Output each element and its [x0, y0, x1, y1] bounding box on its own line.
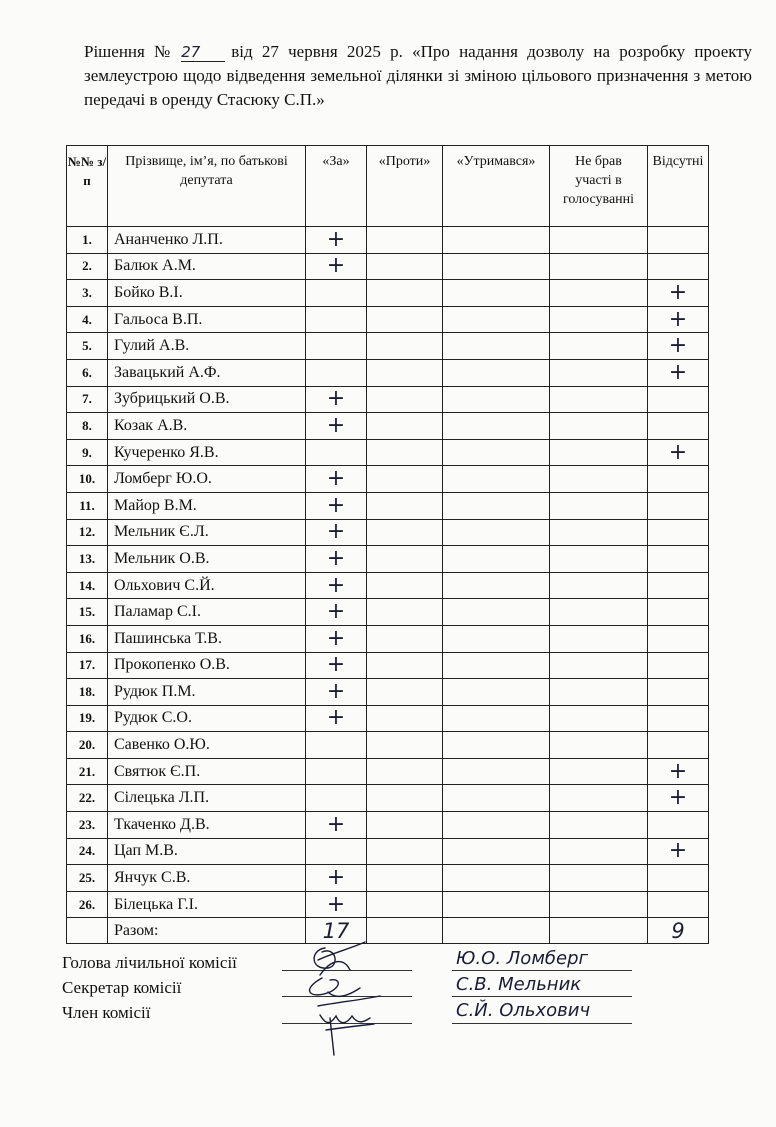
vote-cell-abstain — [443, 306, 550, 333]
vote-cell-absent: + — [648, 280, 709, 307]
row-number: 5. — [67, 333, 108, 360]
signature-name-member: С.Й. Ольхович — [456, 1000, 591, 1021]
vote-cell-absent — [648, 466, 709, 493]
deputy-name: Цап М.В. — [108, 838, 306, 865]
header-num: №№ з/п — [67, 146, 108, 227]
vote-cell-abstain — [443, 572, 550, 599]
deputy-name: Мельник Є.Л. — [108, 519, 306, 546]
vote-cell-not-voted — [550, 227, 648, 254]
vote-cell-not-voted — [550, 572, 648, 599]
vote-cell-not-voted — [550, 732, 648, 759]
vote-cell-absent — [648, 652, 709, 679]
vote-cell-absent: + — [648, 359, 709, 386]
signature-label-chair: Голова лічильної комісії — [62, 953, 237, 972]
row-number: 8. — [67, 413, 108, 440]
deputy-name: Білецька Г.І. — [108, 891, 306, 918]
vote-cell-abstain — [443, 386, 550, 413]
vote-cell-abstain — [443, 359, 550, 386]
row-number: 18. — [67, 679, 108, 706]
vote-cell-not-voted — [550, 891, 648, 918]
vote-cell-absent: + — [648, 333, 709, 360]
signature-label-secretary: Секретар комісії — [62, 978, 182, 997]
vote-cell-not-voted — [550, 280, 648, 307]
vote-cell-against — [367, 546, 443, 573]
vote-cell-abstain — [443, 812, 550, 839]
vote-cell-abstain — [443, 333, 550, 360]
header-name: Прізвище, ім’я, по батькові депутата — [108, 146, 306, 227]
vote-cell-absent — [648, 891, 709, 918]
vote-cell-for — [306, 785, 367, 812]
vote-cell-not-voted — [550, 679, 648, 706]
deputy-name: Савенко О.Ю. — [108, 732, 306, 759]
vote-cell-absent — [648, 546, 709, 573]
table-row — [67, 625, 709, 652]
row-number: 11. — [67, 492, 108, 519]
vote-cell-against — [367, 865, 443, 892]
vote-cell-abstain — [443, 492, 550, 519]
handwritten-signatures — [270, 930, 390, 1070]
deputy-name: Сілецька Л.П. — [108, 785, 306, 812]
vote-cell-against — [367, 652, 443, 679]
vote-cell-absent — [648, 679, 709, 706]
row-number: 13. — [67, 546, 108, 573]
table-row — [67, 785, 709, 812]
table-row — [67, 227, 709, 254]
decision-date: від 27 червня 2025 р. — [231, 42, 403, 61]
signature-name-secretary: С.В. Мельник — [456, 974, 582, 995]
row-number: 21. — [67, 758, 108, 785]
row-number: 7. — [67, 386, 108, 413]
vote-cell-abstain — [443, 546, 550, 573]
vote-cell-against — [367, 413, 443, 440]
table-row — [67, 865, 709, 892]
vote-cell-absent — [648, 599, 709, 626]
decision-heading — [84, 40, 752, 112]
decision-title: «Про надання дозволу на розробку проекту землеустрою щодо відведення земельної ділянки зі зміною цільового призначення з метою передачі в оренду Стасюку С.П.» — [84, 42, 752, 109]
table-row — [67, 812, 709, 839]
table-row — [67, 306, 709, 333]
vote-cell-not-voted — [550, 413, 648, 440]
vote-cell-absent: + — [648, 838, 709, 865]
vote-cell-for — [306, 838, 367, 865]
signature-secretary — [310, 978, 380, 1006]
header-abstain: «Утримався» — [443, 146, 550, 227]
deputy-name: Гулий А.В. — [108, 333, 306, 360]
vote-cell-for: + — [306, 865, 367, 892]
vote-cell-absent — [648, 572, 709, 599]
deputy-name: Бойко В.І. — [108, 280, 306, 307]
vote-cell-against — [367, 519, 443, 546]
vote-cell-not-voted — [550, 652, 648, 679]
signature-names — [456, 946, 590, 1024]
row-number: 10. — [67, 466, 108, 493]
vote-cell-for: + — [306, 652, 367, 679]
vote-cell-absent — [648, 492, 709, 519]
vote-cell-for: + — [306, 572, 367, 599]
vote-cell-for: + — [306, 386, 367, 413]
voting-table — [66, 145, 709, 944]
table-header-row — [67, 146, 709, 227]
vote-cell-not-voted — [550, 705, 648, 732]
vote-cell-against — [367, 227, 443, 254]
vote-cell-against — [367, 280, 443, 307]
vote-cell-not-voted — [550, 359, 648, 386]
decision-prefix: Рішення № — [84, 42, 176, 61]
vote-cell-absent — [648, 812, 709, 839]
vote-cell-abstain — [443, 679, 550, 706]
table-row — [67, 705, 709, 732]
vote-cell-against — [367, 359, 443, 386]
vote-cell-against — [367, 625, 443, 652]
deputy-name: Ломберг Ю.О. — [108, 466, 306, 493]
deputy-name: Ананченко Л.П. — [108, 227, 306, 254]
total-for: 17 — [306, 918, 367, 944]
vote-cell-not-voted — [550, 333, 648, 360]
row-number: 6. — [67, 359, 108, 386]
vote-cell-abstain — [443, 705, 550, 732]
vote-cell-not-voted — [550, 306, 648, 333]
vote-cell-absent: + — [648, 306, 709, 333]
vote-cell-for — [306, 758, 367, 785]
table-row — [67, 652, 709, 679]
vote-cell-against — [367, 838, 443, 865]
vote-cell-not-voted — [550, 865, 648, 892]
deputy-name: Майор В.М. — [108, 492, 306, 519]
deputy-name: Прокопенко О.В. — [108, 652, 306, 679]
vote-cell-abstain — [443, 519, 550, 546]
vote-cell-against — [367, 572, 443, 599]
header-absent: Відсутні — [648, 146, 709, 227]
table-row — [67, 546, 709, 573]
table-row — [67, 413, 709, 440]
vote-cell-absent: + — [648, 758, 709, 785]
table-row — [67, 386, 709, 413]
table-row — [67, 492, 709, 519]
signature-label-member: Член комісії — [62, 1003, 151, 1022]
table-row — [67, 838, 709, 865]
total-label: Разом: — [108, 918, 306, 944]
total-num-cell — [67, 918, 108, 944]
total-abstain — [443, 918, 550, 944]
vote-cell-for — [306, 359, 367, 386]
deputy-name: Паламар С.І. — [108, 599, 306, 626]
row-number: 12. — [67, 519, 108, 546]
vote-cell-absent — [648, 865, 709, 892]
vote-cell-not-voted — [550, 785, 648, 812]
row-number: 3. — [67, 280, 108, 307]
vote-cell-absent — [648, 705, 709, 732]
deputy-name: Святюк Є.П. — [108, 758, 306, 785]
signature-name-chair: Ю.О. Ломберг — [456, 948, 588, 969]
decision-number: 27 — [181, 44, 225, 62]
table-row — [67, 359, 709, 386]
vote-cell-absent — [648, 519, 709, 546]
vote-cell-for: + — [306, 705, 367, 732]
vote-cell-against — [367, 732, 443, 759]
row-number: 9. — [67, 439, 108, 466]
vote-cell-absent — [648, 253, 709, 280]
vote-cell-abstain — [443, 439, 550, 466]
signature-chair — [314, 942, 365, 975]
deputy-name: Завацький А.Ф. — [108, 359, 306, 386]
vote-cell-absent: + — [648, 439, 709, 466]
table-row — [67, 891, 709, 918]
row-number: 19. — [67, 705, 108, 732]
deputy-name: Рудюк П.М. — [108, 679, 306, 706]
vote-cell-against — [367, 306, 443, 333]
signature-member — [320, 1015, 374, 1055]
vote-cell-absent: + — [648, 785, 709, 812]
vote-cell-against — [367, 812, 443, 839]
vote-cell-absent — [648, 227, 709, 254]
table-row — [67, 439, 709, 466]
vote-cell-against — [367, 599, 443, 626]
vote-cell-not-voted — [550, 519, 648, 546]
vote-cell-not-voted — [550, 386, 648, 413]
table-row — [67, 333, 709, 360]
row-number: 1. — [67, 227, 108, 254]
table-row — [67, 519, 709, 546]
vote-cell-abstain — [443, 227, 550, 254]
table-row — [67, 466, 709, 493]
vote-cell-abstain — [443, 758, 550, 785]
vote-cell-absent — [648, 413, 709, 440]
vote-cell-against — [367, 785, 443, 812]
vote-cell-for: + — [306, 625, 367, 652]
vote-cell-for: + — [306, 679, 367, 706]
vote-cell-absent — [648, 386, 709, 413]
table-row — [67, 732, 709, 759]
vote-cell-for: + — [306, 492, 367, 519]
row-number: 16. — [67, 625, 108, 652]
table-row — [67, 280, 709, 307]
vote-cell-for: + — [306, 519, 367, 546]
vote-cell-abstain — [443, 253, 550, 280]
deputy-name: Ткаченко Д.В. — [108, 812, 306, 839]
row-number: 4. — [67, 306, 108, 333]
row-number: 20. — [67, 732, 108, 759]
vote-cell-against — [367, 466, 443, 493]
table-row — [67, 758, 709, 785]
vote-cell-abstain — [443, 785, 550, 812]
vote-cell-against — [367, 679, 443, 706]
vote-cell-not-voted — [550, 758, 648, 785]
vote-cell-for: + — [306, 227, 367, 254]
vote-cell-abstain — [443, 732, 550, 759]
vote-cell-for: + — [306, 546, 367, 573]
vote-cell-for: + — [306, 413, 367, 440]
vote-cell-for — [306, 439, 367, 466]
vote-cell-for: + — [306, 466, 367, 493]
vote-cell-absent — [648, 625, 709, 652]
row-number: 23. — [67, 812, 108, 839]
table-row — [67, 572, 709, 599]
deputy-name: Балюк А.М. — [108, 253, 306, 280]
deputy-name: Ольхович С.Й. — [108, 572, 306, 599]
vote-cell-for — [306, 333, 367, 360]
row-number: 22. — [67, 785, 108, 812]
vote-cell-against — [367, 758, 443, 785]
header-against: «Проти» — [367, 146, 443, 227]
deputy-name: Пашинська Т.В. — [108, 625, 306, 652]
row-number: 17. — [67, 652, 108, 679]
row-number: 26. — [67, 891, 108, 918]
table-row — [67, 253, 709, 280]
vote-cell-for: + — [306, 599, 367, 626]
vote-cell-for: + — [306, 812, 367, 839]
deputy-name: Зубрицький О.В. — [108, 386, 306, 413]
deputy-name: Кучеренко Я.В. — [108, 439, 306, 466]
row-number: 15. — [67, 599, 108, 626]
vote-cell-against — [367, 386, 443, 413]
vote-cell-for: + — [306, 891, 367, 918]
deputy-name: Мельник О.В. — [108, 546, 306, 573]
vote-cell-absent — [648, 732, 709, 759]
vote-cell-abstain — [443, 652, 550, 679]
vote-cell-abstain — [443, 625, 550, 652]
vote-cell-abstain — [443, 280, 550, 307]
vote-cell-abstain — [443, 413, 550, 440]
deputy-name: Рудюк С.О. — [108, 705, 306, 732]
vote-cell-not-voted — [550, 546, 648, 573]
vote-cell-not-voted — [550, 253, 648, 280]
vote-cell-abstain — [443, 838, 550, 865]
vote-cell-for: + — [306, 253, 367, 280]
deputy-name: Козак А.В. — [108, 413, 306, 440]
table-row — [67, 599, 709, 626]
signature-block — [62, 950, 237, 1025]
row-number: 14. — [67, 572, 108, 599]
vote-cell-not-voted — [550, 599, 648, 626]
total-not-voted — [550, 918, 648, 944]
vote-cell-not-voted — [550, 439, 648, 466]
row-number: 2. — [67, 253, 108, 280]
vote-cell-abstain — [443, 599, 550, 626]
vote-cell-against — [367, 253, 443, 280]
deputy-name: Гальоса В.П. — [108, 306, 306, 333]
vote-cell-against — [367, 439, 443, 466]
table-row — [67, 679, 709, 706]
vote-cell-against — [367, 492, 443, 519]
header-for: «За» — [306, 146, 367, 227]
row-number: 24. — [67, 838, 108, 865]
vote-cell-not-voted — [550, 812, 648, 839]
vote-cell-not-voted — [550, 492, 648, 519]
vote-cell-for — [306, 732, 367, 759]
row-number: 25. — [67, 865, 108, 892]
vote-cell-abstain — [443, 466, 550, 493]
vote-cell-not-voted — [550, 625, 648, 652]
vote-cell-not-voted — [550, 466, 648, 493]
vote-cell-not-voted — [550, 838, 648, 865]
deputy-name: Янчук С.В. — [108, 865, 306, 892]
vote-cell-abstain — [443, 891, 550, 918]
total-absent: 9 — [648, 918, 709, 944]
vote-cell-for — [306, 280, 367, 307]
vote-cell-against — [367, 705, 443, 732]
vote-cell-abstain — [443, 865, 550, 892]
vote-cell-against — [367, 333, 443, 360]
header-not-voted: Не брав участі в голосуванні — [550, 146, 648, 227]
vote-cell-for — [306, 306, 367, 333]
vote-cell-against — [367, 891, 443, 918]
